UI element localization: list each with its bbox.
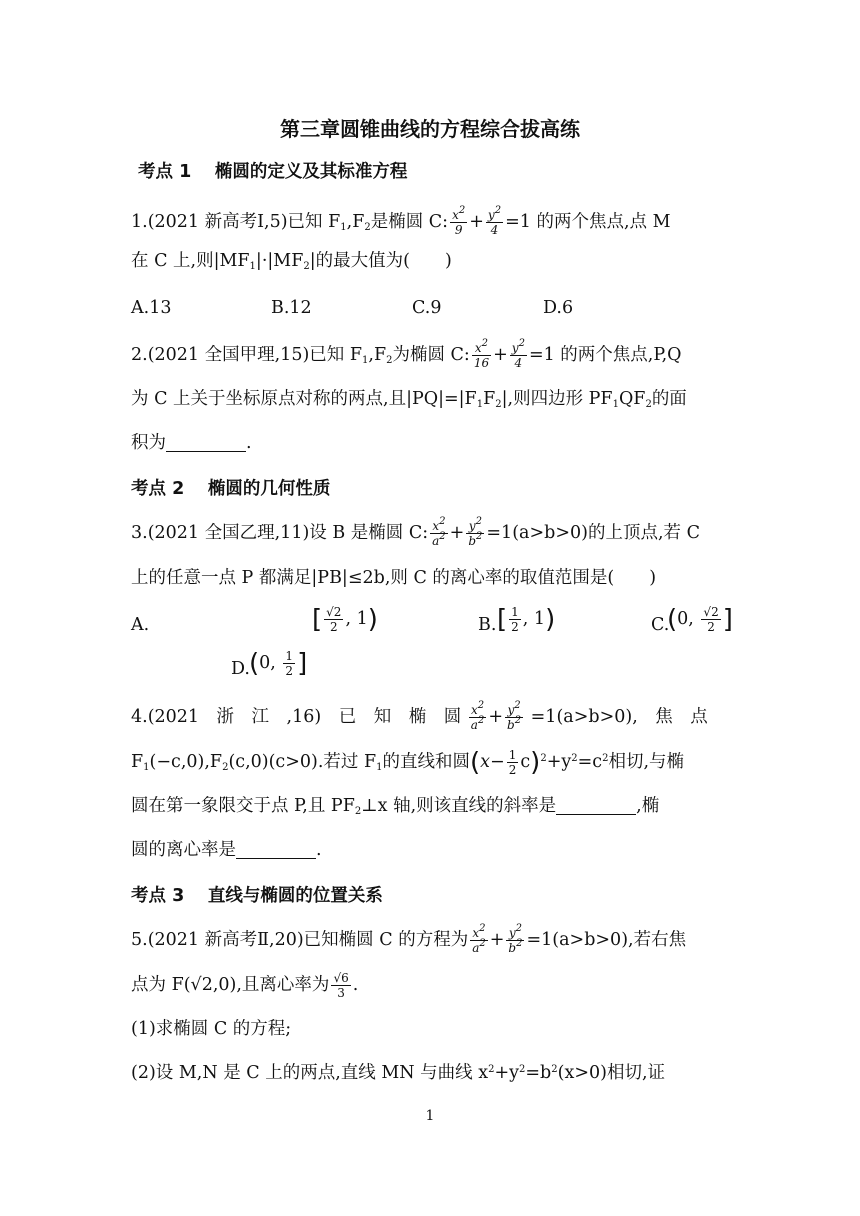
option-d: D.6: [543, 298, 574, 318]
question-5-line-2: 点为 F(√2,0),且离心率为 $\frac{√6}{3}$ .: [131, 971, 359, 1000]
option-a: A.: [131, 615, 150, 635]
question-1-line-1: 1.(2021 新高考Ⅰ,5)已知 $F_1,F_2$是椭圆 C: $\frac{x^2}{9}$ + $\frac{y^2}{4}$ =1 的两个焦点,点 M: [131, 205, 671, 237]
section-heading-1: 考点 1 椭圆的定义及其标准方程: [138, 162, 408, 182]
page-number: 1: [425, 1108, 435, 1124]
section-heading-3: 考点 3 直线与椭圆的位置关系: [131, 886, 383, 906]
question-3-line-2: 上的任意一点 P 都满足|PB|≤2b,则 C 的离心率的取值范围是( ): [131, 568, 657, 588]
option-b-interval: [ $\frac{1}{2}$ , 1): [497, 604, 556, 635]
answer-blank: [166, 433, 246, 452]
page-title: 第三章圆锥曲线的方程综合拔高练: [280, 117, 580, 141]
question-3-line-1: 3.(2021 全国乙理,11)设 B 是椭圆 C: $\frac{x^2}{a^2}$ + $\frac{y^2}{b^2}$ =1(a>b>0)的上顶点,若 C: [131, 516, 700, 548]
option-c: C.9: [412, 298, 442, 318]
question-5-part-2: (2)设 M,N 是 C 上的两点,直线 MN 与曲线 $x^2+y^2=b^2(x>0)$相切,证: [131, 1063, 666, 1083]
question-4-line-2: $F_1(-c,0),F_2(c,0)(c>0)$.若过 $F_1$的直线和圆(x− $\frac{1}{2}$ $c)^2+y^2=c^2$相切,与椭: [131, 747, 685, 778]
question-5-part-1: (1)求椭圆 C 的方程;: [131, 1019, 292, 1039]
question-4-line-3: 圆在第一象限交于点 P,且 $PF_2\perp x$ 轴,则该直线的斜率是 ,椭: [131, 796, 660, 817]
answer-blank-eccentricity: [236, 840, 316, 859]
option-b: B.: [478, 615, 497, 635]
answer-blank-slope: [556, 796, 636, 815]
question-1-line-2: 在 C 上,则$|MF_1|\cdot|MF_2|$的最大值为( ): [131, 251, 452, 272]
question-4-line-1: 4.(2021 浙 江 ,16) 已 知 椭 圆 $\frac{x^2}{a^2}$ + $\frac{y^2}{b^2}$ =1(a>b>0), 焦 点: [131, 700, 708, 732]
option-d-interval: (0, $\frac{1}{2}$ ]: [249, 648, 308, 679]
question-2-line-1: 2.(2021 全国甲理,15)已知 $F_1,F_2$为椭圆 C: $\frac{x^2}{16}$ + $\frac{y^2}{4}$ =1 的两个焦点,P,Q: [131, 338, 682, 370]
option-d: D.: [231, 659, 250, 679]
option-c-interval: (0, $\frac{√2}{2}$ ]: [667, 604, 733, 635]
question-2-line-2: 为 C 上关于坐标原点对称的两点,且$|PQ|=|F_1F_2|$,则四边形 $PF_1QF_2$的面: [131, 389, 687, 410]
question-4-line-4: 圆的离心率是 .: [131, 840, 322, 860]
section-heading-2: 考点 2 椭圆的几何性质: [131, 479, 331, 499]
option-c: C.: [651, 615, 670, 635]
option-b: B.12: [271, 298, 312, 318]
question-2-line-3: 积为 .: [131, 433, 252, 453]
option-a: A.13: [131, 298, 172, 318]
question-5-line-1: 5.(2021 新高考Ⅱ,20)已知椭圆 C 的方程为 $\frac{x^2}{a^2}$ + $\frac{y^2}{b^2}$ =1(a>b>0),若右焦: [131, 923, 687, 955]
option-a-interval: [ $\frac{√2}{2}$ , 1): [312, 604, 378, 635]
